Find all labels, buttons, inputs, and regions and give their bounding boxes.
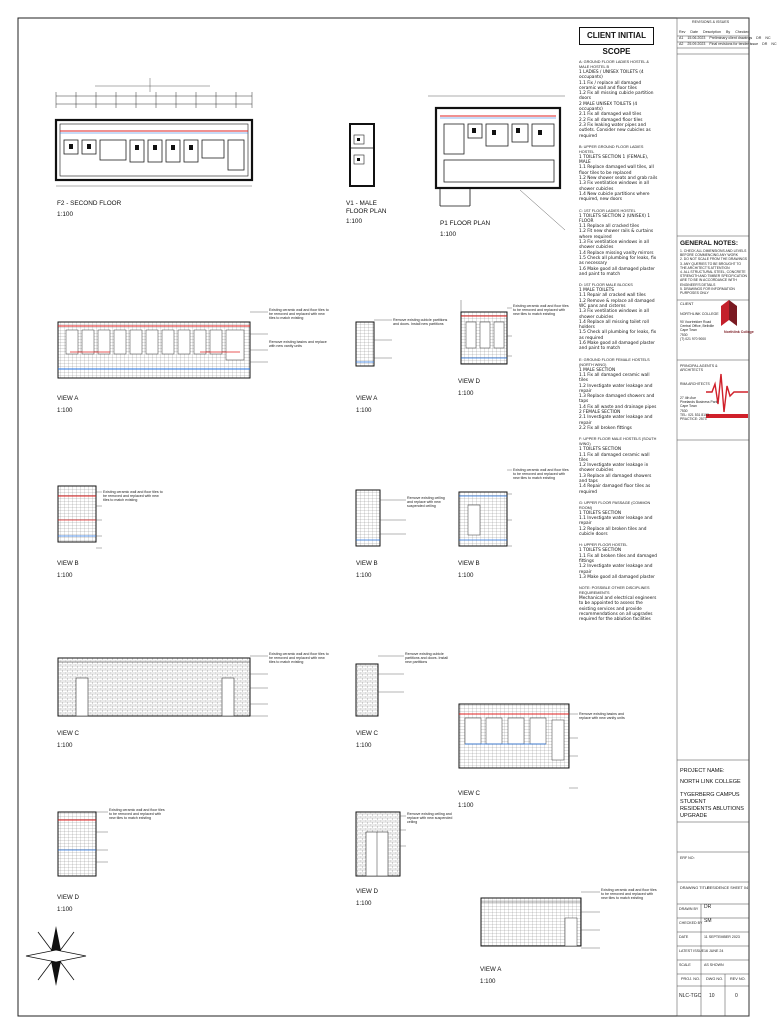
plan-v1 bbox=[350, 124, 374, 186]
project-label: PROJECT NAME: bbox=[680, 768, 725, 774]
scope-item: 1.3 Replace damaged showers and taps bbox=[579, 394, 655, 405]
revisions-header: REVISIONS & ISSUES bbox=[692, 20, 730, 24]
client-address-line: 90 Voortrekker Road bbox=[680, 320, 712, 324]
field-label: LATEST ISSUE bbox=[679, 949, 705, 953]
scope-item: 1 TOILETS SECTION bbox=[579, 447, 622, 453]
revision-column-header: Rev bbox=[679, 30, 686, 34]
scope-item: 1.5 Check all plumbing for leaks, fix as necessary bbox=[579, 255, 657, 267]
field-value: 11 SEPTEMBER 2023 bbox=[704, 935, 740, 939]
revision-row bbox=[679, 42, 777, 47]
scope-item: 1.1 Fix all broken tiles and damaged fittings bbox=[579, 553, 657, 564]
scope-item: 1 MALE TOILETS bbox=[579, 288, 614, 294]
scope-item: 1.1 Replace damaged wall tiles, all floor tiles to be replaced bbox=[579, 165, 654, 176]
scope-item: 1 TOILETS SECTION 1 (FEMALE), MALE bbox=[579, 154, 649, 166]
scope-item: 2.3 Fix leaking water pipes and outlets. Consider new cubicles as required bbox=[579, 122, 651, 139]
erf-label: ERF NO: bbox=[680, 856, 695, 860]
view-title: VIEW D bbox=[458, 378, 481, 385]
scope-item: 1.1 Repair all cracked wall tiles bbox=[579, 293, 646, 299]
revisions-columns bbox=[679, 30, 749, 34]
architect-address-line: 27 4th Ave bbox=[680, 396, 696, 400]
scope-heading: F: UPPER FLOOR MALE HOSTELS (SOUTH WING) bbox=[579, 437, 657, 447]
drawing-title-label: DRAWING TITLE bbox=[680, 886, 710, 890]
view-label bbox=[356, 730, 378, 749]
revision-cell: 15.06.2023 bbox=[687, 36, 706, 41]
revision-row bbox=[679, 36, 771, 41]
revision-column-header: Date bbox=[690, 30, 698, 34]
plan-scale: 1:100 bbox=[346, 218, 362, 225]
callout-note: Existing ceramic wall and floor tiles to be removed and replaced with new tiles to match existing bbox=[513, 304, 569, 317]
elevation-vc1 bbox=[58, 658, 250, 716]
elevation-vb1 bbox=[58, 486, 96, 542]
field-value: SM bbox=[704, 918, 712, 924]
callout-note: Existing ceramic wall and floor tiles to be removed and replaced with new tiles to match existing bbox=[269, 652, 329, 665]
architect-label: PRINCIPAL AGENTS & ARCHITECTS bbox=[680, 364, 718, 373]
revision-column-header: Checked bbox=[735, 30, 750, 34]
elevation-va2 bbox=[356, 322, 374, 366]
revision-cell: A1 bbox=[679, 36, 684, 41]
view-label bbox=[356, 560, 378, 579]
scope-heading: G: UPPER FLOOR PASSAGE (COMMON ROOM) bbox=[579, 500, 651, 510]
architect-address-line: TEL: 021 531 8103 bbox=[680, 412, 709, 417]
scope-item: 2.2 Fix all damaged floor tiles bbox=[579, 117, 643, 123]
elevation-vd1 bbox=[461, 300, 507, 364]
view-scale: 1:100 bbox=[57, 571, 73, 579]
client-address bbox=[680, 320, 714, 341]
callout-note: Remove existing ceiling and replace with new suspended ceiling bbox=[407, 496, 445, 509]
scope-item: 1.3 Fix ventilation windows in all shower cubicles bbox=[579, 181, 649, 192]
view-label bbox=[57, 894, 79, 913]
view-scale: 1:100 bbox=[356, 741, 372, 749]
revision-cell: DR bbox=[762, 42, 768, 47]
field-label: SCALE bbox=[679, 963, 691, 967]
client-address-line: Central Office, Bellville bbox=[680, 324, 715, 329]
revision-cell: 25.09.2023 bbox=[687, 42, 706, 47]
architect-address-line: Pinelands Business Park bbox=[680, 400, 718, 405]
scope-item: 1.2 Remove & replace all damaged WC pans and cisterns bbox=[579, 298, 655, 309]
view-scale: 1:100 bbox=[458, 571, 474, 579]
view-scale: 1:100 bbox=[57, 905, 73, 913]
dwg-no: 10 bbox=[709, 993, 715, 999]
revision-column-header: Description bbox=[703, 30, 721, 34]
view-scale: 1:100 bbox=[57, 741, 73, 749]
scope-heading: E: GROUND FLOOR FEMALE HOSTELS (NORTH WING) bbox=[579, 357, 650, 367]
elevation-vc2 bbox=[356, 664, 378, 716]
scope-item: 1.4 New cubicle partitions where required, new doors bbox=[579, 191, 650, 203]
revision-column-header: By bbox=[725, 30, 731, 34]
client-address-line: 7530 bbox=[680, 332, 688, 337]
view-label bbox=[458, 378, 480, 397]
scope-item: 1.2 Fix all missing cubicle partition doors bbox=[579, 91, 654, 102]
elevation-va1 bbox=[58, 322, 250, 378]
scope-heading: H: UPPER FLOOR HOSTEL bbox=[579, 543, 628, 548]
scope-item: 1.2 Investigate water leakage and repair bbox=[579, 383, 653, 394]
scope-item: 2.1 Fix all damaged wall tiles bbox=[579, 112, 642, 118]
view-title: VIEW B bbox=[356, 560, 378, 567]
scope-item: 2.2 Fix all broken fittings bbox=[579, 425, 632, 431]
scope-item: 1.6 Make good all damaged plaster and paint to match bbox=[579, 266, 655, 277]
revisions-table bbox=[679, 30, 777, 47]
scope-heading: D: 1ST FLOOR MALE BLOCKS bbox=[579, 283, 633, 288]
view-label bbox=[356, 888, 378, 907]
scope-item: 1.1 Fix all damaged ceramic wall tiles bbox=[579, 452, 650, 463]
elevation-vb2 bbox=[356, 490, 380, 546]
plan-f2 bbox=[56, 78, 252, 186]
project-line: RESIDENTS ABLUTIONS UPGRADE bbox=[680, 806, 744, 819]
scope-item: 1.2 Replace all broken tiles and cubicle doors bbox=[579, 526, 647, 538]
view-scale: 1:100 bbox=[458, 389, 474, 397]
view-title: VIEW C bbox=[458, 790, 481, 797]
scope-item: 1.2 New shower seats and grab rails bbox=[579, 176, 658, 182]
view-title: VIEW A bbox=[480, 966, 502, 973]
plan-scale: 1:100 bbox=[57, 210, 73, 218]
project-block bbox=[680, 768, 748, 820]
scope-item: 1.4 Fix all waste and drainage pipes bbox=[579, 404, 657, 410]
general-notes bbox=[680, 249, 748, 295]
dwg-no-label: DWG NO. bbox=[706, 977, 724, 981]
scope-item: 1.1 Replace all cracked tiles bbox=[579, 224, 640, 230]
plan-title: P1 FLOOR PLAN bbox=[440, 220, 491, 227]
revision-cell: Final revisions for tender issue bbox=[709, 42, 759, 47]
scope-title: CLIENT INITIAL SCOPE bbox=[579, 27, 654, 45]
general-notes-title: GENERAL NOTES: bbox=[680, 240, 739, 247]
field-value: DR bbox=[704, 904, 712, 910]
general-note: 3. ANY QUERIES TO BE BROUGHT TO THE ARCHITECT'S ATTENTION bbox=[680, 261, 742, 270]
callout-leaders bbox=[96, 308, 600, 948]
view-scale: 1:100 bbox=[480, 977, 496, 985]
field-value: AS SHOWN bbox=[704, 963, 724, 967]
field-label: DRAWN BY bbox=[679, 907, 699, 911]
plan-label bbox=[440, 220, 490, 238]
plan-label bbox=[57, 200, 121, 218]
scope-item: 1.3 Fix ventilation windows in all shower cubicles bbox=[579, 240, 649, 251]
scope-item: 2.1 Investigate water leakage and repair bbox=[579, 415, 653, 426]
callout-note: Existing ceramic wall and floor tiles to be removed and replaced with new tiles to match existing bbox=[109, 808, 165, 821]
view-title: VIEW B bbox=[458, 560, 480, 567]
field-label: CHECKED BY bbox=[679, 921, 703, 925]
view-label bbox=[458, 560, 480, 579]
client-logo-text: Northlink College bbox=[724, 330, 754, 334]
view-label bbox=[356, 395, 377, 414]
field-label: DATE bbox=[679, 935, 689, 939]
scope-item: 1.2 Fit new shower rails & curtains where required bbox=[579, 229, 654, 240]
architect-address-line: PRACTICE: 2573 bbox=[680, 417, 707, 422]
scope-item: 1.2 Investigate water leakage and repair bbox=[579, 564, 653, 575]
callout-note: Existing ceramic wall and floor tiles to be removed and replaced with new tiles to match existing bbox=[601, 888, 657, 901]
scope-item: Mechanical and electrical engineers to be appointed to assess the existing services and provide recommendations on all upgrades required for the ablution facilities bbox=[579, 596, 657, 623]
scope-item: 1 LADIES / UNISEX TOILETS (4 occupants) bbox=[579, 70, 644, 81]
plan-title: V1 - MALE FLOOR PLAN bbox=[346, 200, 387, 215]
callout-note: Remove existing basins and replace with new vanity units bbox=[579, 712, 625, 721]
elevation-vb3 bbox=[459, 492, 507, 546]
elevation-vc3 bbox=[459, 704, 569, 768]
view-scale: 1:100 bbox=[356, 571, 372, 579]
north-arrow-icon bbox=[26, 926, 86, 986]
scope-item: 1.4 Repair damaged floor tiles as required bbox=[579, 484, 651, 495]
client-name: NORTHLINK COLLEGE bbox=[680, 312, 719, 316]
college-logo bbox=[721, 300, 737, 326]
project-line: NORTH LINK COLLEGE bbox=[680, 779, 741, 785]
general-note: 4. ALL STRUCTURAL STEEL, CONCRETE STRENGTH AND TIMBER SPECIFICATION ARE TO BE IN ACCORDANCE WITH ENGINEER'S DETAILS bbox=[680, 270, 747, 287]
scope-heading: A: GROUND FLOOR LADIES HOSTEL & MALE HOSTEL B bbox=[579, 60, 649, 69]
view-title: VIEW B bbox=[57, 560, 79, 567]
revision-cell: NC bbox=[771, 42, 777, 47]
view-title: VIEW A bbox=[356, 395, 378, 402]
scope-item: 1.5 Check all plumbing for leaks, fix as required bbox=[579, 330, 657, 341]
view-title: VIEW D bbox=[356, 888, 379, 895]
revision-cell: DR bbox=[756, 36, 762, 41]
scope-item: 1.1 Fix all damaged ceramic wall tiles bbox=[579, 372, 650, 384]
scope-heading: NOTE: POSSIBLE OTHER DISCIPLINES REQUIREMENTS bbox=[579, 586, 650, 596]
scope-item: 1 TOILETS SECTION bbox=[579, 548, 622, 554]
architect-address-line: 7530 bbox=[680, 408, 688, 413]
architect-address bbox=[680, 396, 718, 421]
view-scale: 1:100 bbox=[458, 801, 474, 809]
client-address-line: Cape Town bbox=[680, 328, 697, 333]
view-scale: 1:100 bbox=[356, 406, 372, 414]
view-title: VIEW A bbox=[57, 395, 79, 402]
elevation-vd2 bbox=[58, 812, 96, 876]
project-line: TYGERBERG CAMPUS STUDENT bbox=[680, 792, 740, 805]
view-title: VIEW C bbox=[356, 730, 379, 737]
plan-scale: 1:100 bbox=[440, 230, 456, 238]
callout-note: Existing ceramic wall and floor tiles to be removed and replaced with new tiles to match existing bbox=[513, 468, 569, 481]
view-title: VIEW D bbox=[57, 894, 80, 901]
scope-item: 1.3 Fix ventilation windows in all shower cubicles bbox=[579, 309, 649, 320]
callout-note: Existing ceramic wall and floor tiles to be removed and replaced with new tiles to match existing bbox=[103, 490, 163, 503]
general-note: 2. DO NOT SCALE FROM THE DRAWINGS bbox=[680, 257, 748, 262]
title-block-frame bbox=[677, 18, 749, 1016]
view-label bbox=[57, 730, 79, 749]
callout-note: Remove existing cubicle partitions and doors. Install new partitions bbox=[405, 652, 448, 665]
view-label bbox=[458, 790, 480, 809]
callout-note: Existing ceramic wall and floor tiles to be removed and replaced with new tiles to match existing bbox=[269, 308, 329, 321]
scope-list bbox=[579, 54, 659, 623]
architect-name: RMA ARCHITECTS bbox=[680, 382, 710, 386]
view-scale: 1:100 bbox=[57, 406, 73, 414]
architect-address-line: Cape Town bbox=[680, 404, 697, 409]
plan-title: F2 - SECOND FLOOR bbox=[57, 200, 122, 207]
plan-p1 bbox=[428, 96, 565, 230]
field-value: 16 JUNE 24 bbox=[704, 949, 724, 953]
callout-note: Remove existing cubicle partitions and doors. Install new partitions bbox=[393, 318, 448, 327]
view-label bbox=[480, 966, 501, 985]
rev-no-label: REV NO. bbox=[730, 977, 746, 981]
revision-cell: Preliminary client drawings bbox=[709, 36, 753, 41]
scope-item: 2 MALE UNISEX TOILETS (4 occupants) bbox=[579, 101, 638, 113]
revision-cell: A2 bbox=[679, 42, 684, 47]
elevation-va3 bbox=[481, 898, 581, 946]
view-label bbox=[57, 560, 79, 579]
view-label bbox=[57, 395, 78, 414]
proj-no-label: PROJ. NO. bbox=[681, 977, 700, 981]
callout-note: Remove existing basins and replace with new vanity units bbox=[269, 340, 327, 349]
scope-item: 1.4 Replace all missing toilet roll holders bbox=[579, 319, 649, 331]
scope-item: 1 MALE SECTION bbox=[579, 367, 616, 373]
proj-no: NLC-TGC bbox=[679, 993, 702, 999]
client-label: CLIENT bbox=[680, 302, 694, 306]
scope-item: 1 TOILETS SECTION 2 (UNISEX) 1 FLOOR bbox=[579, 213, 651, 224]
scope-item: 1.2 Investigate water leakage in shower cubicles bbox=[579, 463, 649, 474]
drawing-title: RESIDENCE SHEET 04 bbox=[707, 886, 749, 890]
revision-cell: NC bbox=[765, 36, 771, 41]
callout-note: Remove existing ceiling and replace with new suspended ceiling bbox=[407, 812, 453, 825]
general-note: 1. CHECK ALL DIMENSIONS AND LEVELS BEFORE COMMENCING ANY WORK bbox=[680, 249, 747, 258]
scope-item: 1.1 Fix / replace all damaged ceramic wall and floor tiles bbox=[579, 80, 642, 91]
scope-item: 1.6 Make good all damaged plaster and paint to match bbox=[579, 341, 655, 352]
client-address-line: (T) 021 970 9000 bbox=[680, 336, 707, 341]
scope-item: 1.3 Replace all damaged showers and taps bbox=[579, 473, 652, 484]
scope-item: 1.1 Investigate water leakage and repair bbox=[579, 516, 653, 527]
general-note: 5. DRAWINGS FOR INFORMATION PURPOSES ONLY bbox=[680, 286, 735, 296]
rev-no: 0 bbox=[735, 993, 738, 999]
scope-heading: B: UPPER GROUND FLOOR LADIES HOSTEL bbox=[579, 144, 644, 154]
scope-item: 1 TOILETS SECTION bbox=[579, 510, 622, 516]
scope-heading: C: 1ST FLOOR LADIES HOSTEL bbox=[579, 208, 636, 213]
elevation-vd3 bbox=[356, 812, 400, 876]
scope-item: 1.4 Replace missing vanity mirrors bbox=[579, 250, 654, 256]
scope-item: 1.3 Make good all damaged plaster bbox=[579, 574, 655, 580]
scope-item: 2 FEMALE SECTION bbox=[579, 410, 621, 416]
view-scale: 1:100 bbox=[356, 899, 372, 907]
view-title: VIEW C bbox=[57, 730, 80, 737]
plan-label bbox=[346, 200, 396, 226]
